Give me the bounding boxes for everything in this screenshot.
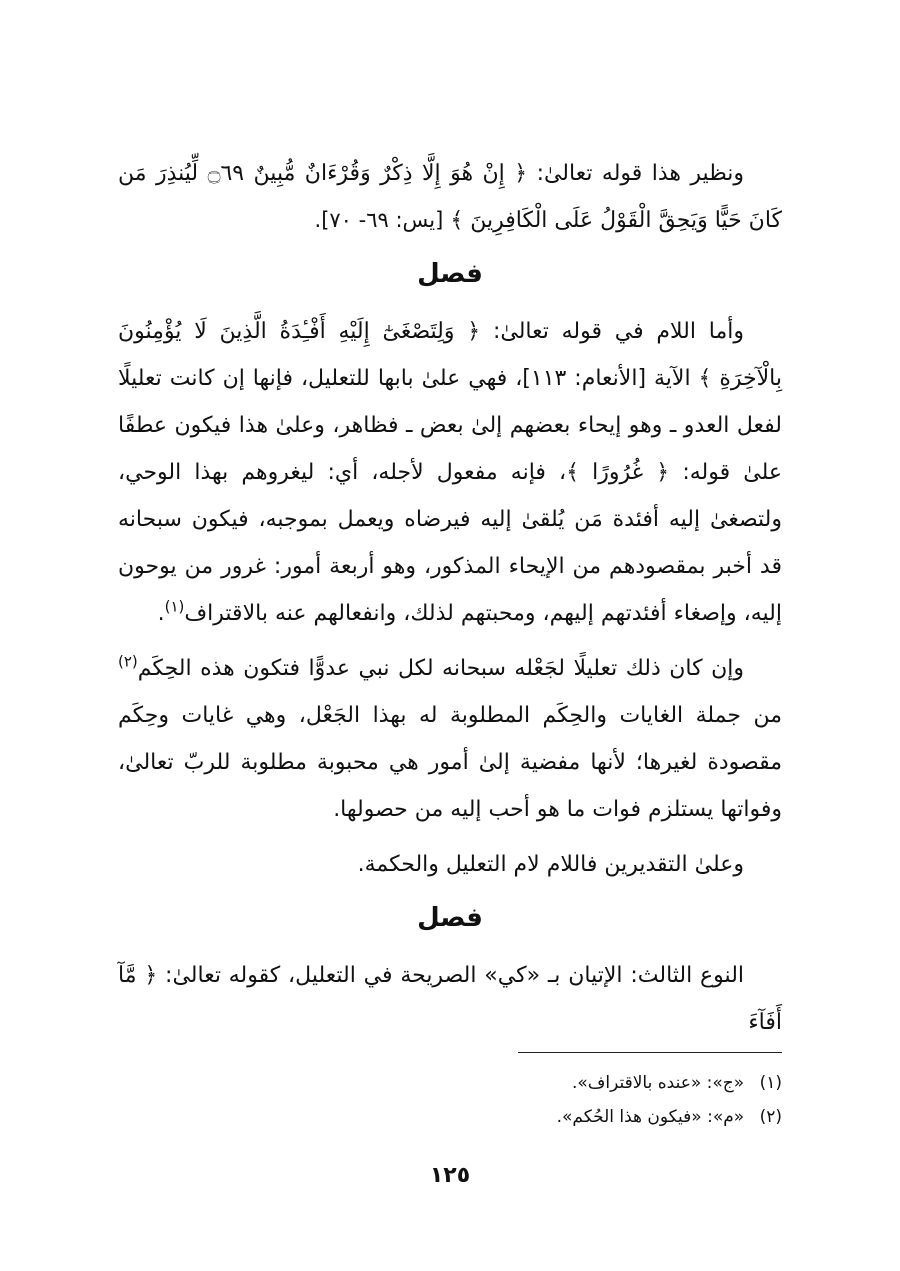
paragraph-5 [118, 952, 782, 1046]
paragraph-3-text-before: وإن كان ذلك تعليلًا لجَعْله سبحانه لكل نبي عدوًّا فتكون هذه الحِكَم [137, 656, 744, 681]
paragraph-3 [118, 645, 782, 833]
paragraph-3-text-after: من جملة الغايات والحِكَم المطلوبة له بهذا الجَعْل، وهي غايات وحِكَم مقصودة لغيرها؛ لأنها مفضية إلىٰ أمور هي محبوبة مطلوبة للربّ تعالىٰ، وفواتها يستلزم فوات ما هو أحب إليه من حصولها. [118, 703, 782, 822]
quran-verse: ﴿ إِنْ هُوَ إِلَّا ذِكْرٌ وَقُرْءَانٌ مُّبِينٌ ۝٦٩ لِّيُنذِرَ مَن كَانَ حَيًّا وَيَحِقَّ الْقَوْلُ عَلَى الْكَافِرِينَ ﴾ [118, 161, 782, 233]
quran-verse: ﴿ مَّآ أَفَآءَ [118, 963, 782, 1035]
paragraph-4: وعلىٰ التقديرين فاللام لام التعليل والحكمة. [357, 852, 744, 877]
page-body [118, 150, 782, 1046]
quran-word: ﴿ غُرُورًا ﴾ [566, 460, 670, 485]
section-heading: فصل [417, 903, 483, 933]
paragraph-2-ending: . [157, 601, 165, 626]
footnote-1 [118, 1066, 782, 1100]
footnote-divider [518, 1052, 782, 1053]
footnote-2 [118, 1100, 782, 1134]
footnote-number: (١) [759, 1073, 782, 1093]
footnote-marker-2[interactable]: (٢) [118, 652, 138, 671]
footnote-text: «م»: «فيكون هذا الحُكم». [556, 1107, 745, 1127]
paragraph-5-text: النوع الثالث: الإتيان بـ «كي» الصريحة في التعليل، كقوله تعالىٰ: [165, 963, 745, 988]
footnote-number: (٢) [759, 1107, 782, 1127]
paragraph-2 [118, 308, 782, 637]
paragraph-2-text-before: وأما اللام في قوله تعالىٰ: [492, 319, 744, 344]
footnote-marker-1[interactable]: (١) [164, 597, 185, 616]
footnotes [118, 1066, 782, 1134]
paragraph-1 [118, 150, 782, 244]
paragraph-2-text-after: ، فإنه مفعول لأجله، أي: ليغروهم بهذا الوحي، ولتصغىٰ إليه أفئدة مَن يُلقىٰ إليه فيرضاه ويعمل بموجبه، فيكون سبحانه قد أخبر بمقصودهم من الإيحاء المذكور، وهو أربعة أمور: غرور من يوحون إليه، وإصغاء أفئدتهم إليهم، ومحبتهم لذلك، وانفعالهم عنه بالاقتراف [118, 460, 782, 626]
footnote-text: «ج»: «عنده بالاقتراف». [571, 1073, 745, 1093]
section-heading: فصل [417, 259, 483, 289]
page-number: ١٢٥ [429, 1163, 471, 1188]
paragraph-1-text: ونظير هذا قوله تعالىٰ: [536, 161, 744, 186]
verse-reference: [يس: ٦٩- ٧٠]. [314, 208, 444, 232]
paragraph-2-text-middle: الآية [الأنعام: ١١٣]، فهي علىٰ بابها للتعليل، فإنها إن كانت تعليلًا لفعل العدو ـ وهو إيحاء بعضهم إلىٰ بعض ـ فظاهر، وعلىٰ هذا فيكون عطفًا علىٰ قوله: [118, 366, 782, 485]
quran-verse: ﴿ وَلِتَصْغَىٰٓ إِلَيْهِ أَفْـِٔدَةُ الَّذِينَ لَا يُؤْمِنُونَ بِالْآخِرَةِ ﴾ [118, 319, 782, 391]
